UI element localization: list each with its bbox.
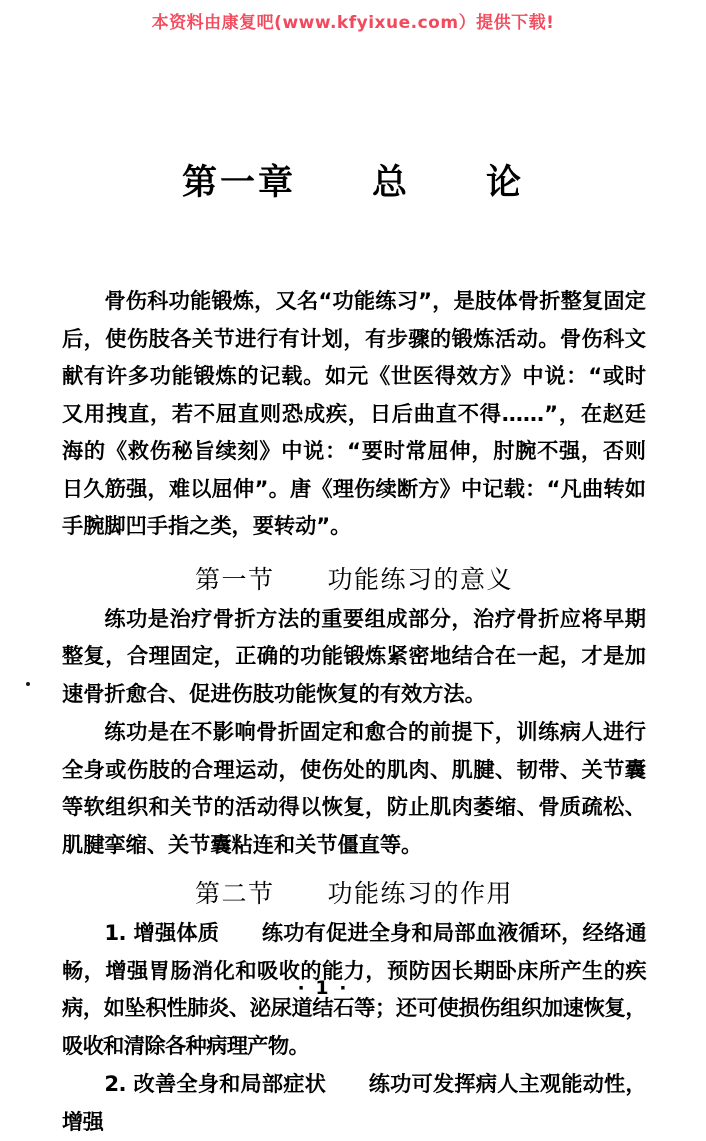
watermark-header-text: 本资料由康复吧(www.kfyixue.com）提供下载! [151, 13, 555, 33]
intro-paragraph: 骨伤科功能锻炼，又名“功能练习”，是肢体骨折整复固定后，使伤肢各关节进行有计划，有步骤的锻炼活动。骨伤科文献有许多功能锻炼的记载。如元《世医得效方》中说：“或时又用拽直，若不屈直则恐成疾，日后曲直不得……”，在赵廷海的《救伤秘旨续刻》中说：“要时常屈伸，肘腕不强，否则日久筋强，难以屈伸”。唐《理伤续断方》中记载：“凡曲转如手腕脚凹手指之类，要转动”。 [62, 288, 646, 538]
scan-artifact-speck [26, 682, 30, 686]
paragraph-spacer [62, 546, 646, 552]
section-heading-two: 第二节 功能练习的作用 [194, 879, 513, 908]
chapter-title: 第一章 总 论 [181, 163, 524, 203]
section-heading-one: 第一节 功能练习的意义 [194, 564, 513, 594]
list-item-2: 2. 改善全身和局部症状 练功可发挥病人主观能动性，增强 [62, 1071, 646, 1134]
paragraph-spacer [62, 864, 646, 866]
page-number: · 1 · [297, 977, 349, 999]
section-one-paragraph-2: 练功是在不影响骨折固定和愈合的前提下，训练病人进行全身或伤肢的合理运动，使伤处的肌肉、肌腱、韧带、关节囊等软组织和关节的活动得以恢复，防止肌肉萎缩、骨质疏松、肌腱挛缩、关节囊粘连和关节僵直等。 [62, 719, 646, 857]
body-text-block [62, 282, 646, 1141]
section-one-paragraph-1: 练功是治疗骨折方法的重要组成部分，治疗骨折应将早期整复，合理固定，正确的功能锻炼紧密地结合在一起，才是加速骨折愈合、促进伤肢功能恢复的有效方法。 [62, 605, 646, 706]
list-item-1: 1. 增强体质 练功有促进全身和局部血液循环，经络通畅，增强胃肠消化和吸收的能力，预防因长期卧床所产生的疾病，如坠积性肺炎、泌尿道结石等；还可使损伤组织加速恢复，吸收和清除各种病理产物。 [62, 920, 646, 1058]
